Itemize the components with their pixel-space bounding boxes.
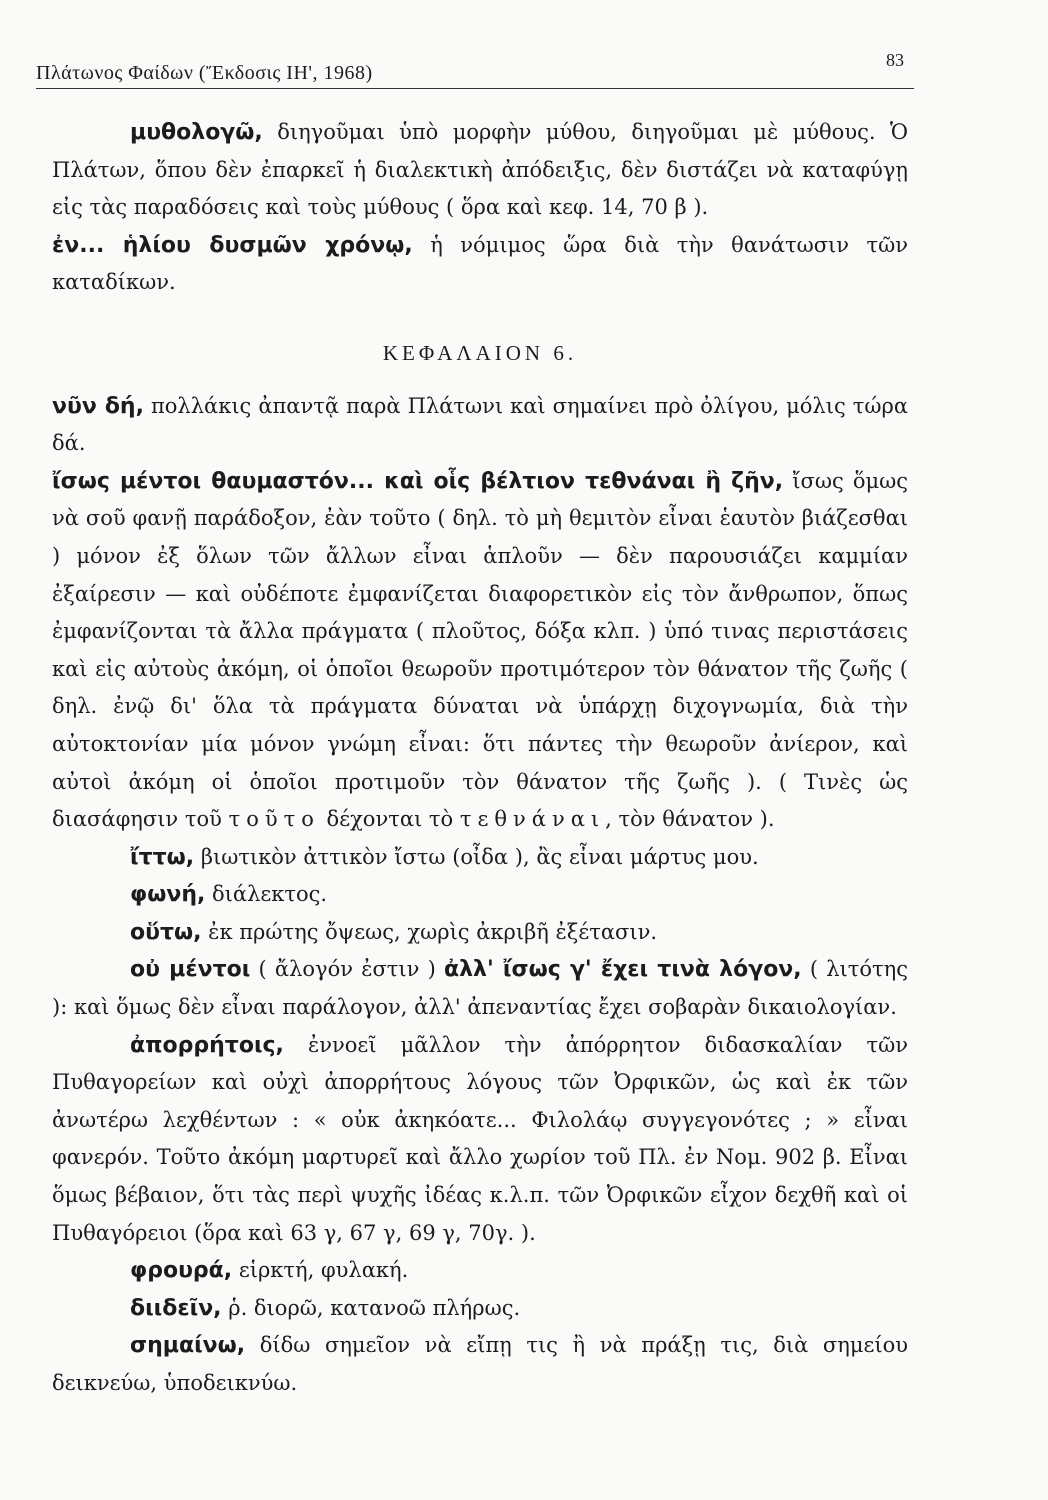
entry-phone bbox=[52, 876, 908, 914]
spaced-word: τεθνάναι bbox=[459, 807, 606, 832]
entry-houto bbox=[52, 914, 908, 952]
entry-aporretois bbox=[52, 1027, 908, 1253]
gloss: διάλεκτος. bbox=[205, 882, 328, 907]
gloss: ἐννοεῖ μᾶλλον τὴν ἀπόρρητον διδασκαλίαν τῶν Πυθαγορείων καὶ οὐχὶ ἀπορρήτους λόγους τῶν Ὀρφικῶν, ὡς καὶ ἐκ τῶν ἀνωτέρω λεχθέντων : « οὐκ ἀκηκόατε... Φιλολάῳ συγγεγονότες ; » εἶναι φανερόν. Τοῦτο ἀκόμη μαρτυρεῖ καὶ ἄλλο χωρίον τοῦ Πλ. ἐν Νομ. 902 β. Εἶναι ὅμως βέβαιον, ὅτι τὰς περὶ ψυχῆς ἰδέας κ.λ.π. τῶν Ὀρφικῶν εἶχον δεχθῆ καὶ οἱ Πυθαγόρειοι (ὅρα καὶ 63 γ, 67 γ, 69 γ, 70γ. ). bbox=[52, 1032, 908, 1245]
entry-phroura bbox=[52, 1252, 908, 1290]
commentary-text bbox=[52, 114, 908, 1403]
lemma: ἀλλ' ἴσως γ' ἔχει τινὰ λόγον, bbox=[444, 957, 802, 983]
entry-isos-mentoi bbox=[52, 463, 908, 839]
page-number: 83 bbox=[886, 50, 904, 70]
gloss: πολλάκις ἀπαντᾷ παρὰ Πλάτωνι καὶ σημαίνει πρὸ ὀλίγου, μόλις τώρα δά. bbox=[52, 393, 908, 456]
gloss: διηγοῦμαι ὑπὸ μορφὴν μύθου, διηγοῦμαι μὲ μύθους. Ὁ Πλάτων, ὅπου δὲν ἐπαρκεῖ ἡ διαλεκτικὴ ἀπόδειξις, δὲν διστάζει νὰ καταφύγῃ εἰς τὰς παραδόσεις καὶ τοὺς μύθους ( ὅρα καὶ κεφ. 14, 70 β ). bbox=[52, 120, 908, 220]
gloss: ἡ νόμιμος ὥρα διὰ τὴν θανάτωσιν τῶν καταδίκων. bbox=[52, 232, 909, 295]
lemma: φρουρά, bbox=[130, 1258, 233, 1284]
entry-nyn-de bbox=[52, 388, 908, 463]
entry-en-heliou bbox=[52, 227, 908, 302]
lemma: μυθολογῶ, bbox=[130, 120, 263, 145]
spaced-word: τοῦτο bbox=[228, 807, 320, 832]
lemma: οὕτω, bbox=[130, 919, 202, 945]
lemma: ἴττω, bbox=[130, 844, 195, 870]
gloss: εἱρκτή, φυλακή. bbox=[232, 1258, 409, 1283]
lemma: ἐν... ἡλίου δυσμῶν χρόνῳ, bbox=[52, 232, 413, 258]
page-header bbox=[36, 50, 914, 89]
lemma: σημαίνω, bbox=[130, 1333, 246, 1359]
entry-semaino bbox=[52, 1327, 908, 1402]
lemma: οὐ μέντοι bbox=[130, 957, 251, 983]
lemma: φωνή, bbox=[130, 882, 206, 908]
lemma: ἀπορρήτοις, bbox=[130, 1032, 284, 1058]
gloss: ἐκ πρώτης ὄψεως, χωρὶς ἀκριβῆ ἐξέτασιν. bbox=[201, 919, 658, 944]
entry-itto bbox=[52, 839, 908, 877]
gloss: δέχονται τὸ bbox=[319, 807, 460, 832]
gloss: ( λιτότης ): καὶ ὅμως δὲν εἶναι παράλογον, ἀλλ' ἀπεναντίας ἔχει σοβαρὰν δικαιολογίαν. bbox=[52, 957, 909, 1020]
gloss: δίδω σημεῖον νὰ εἴπῃ τις ἢ νὰ πράξῃ τις, διὰ σημείου δεικνεύω, ὑποδεικνύω. bbox=[52, 1333, 908, 1395]
gloss: ἴσως ὅμως νὰ σοῦ φανῇ παράδοξον, ἐὰν τοῦτο ( δηλ. τὸ μὴ θεμιτὸν εἶναι ἑαυτὸν βιάζεσθαι ) μόνον ἐξ ὅλων τῶν ἄλλων εἶναι ἁπλοῦν — δὲν παρουσιάζει καμμίαν ἐξαίρεσιν — καὶ οὐδέποτε ἐμφανίζεται διαφορετικὸν εἰς τὸν ἄνθρωπον, ὅπως ἐμφανίζονται τὰ ἄλλα πράγματα ( πλοῦτος, δόξα κλπ. ) ὑπό τινας περιστάσεις καὶ εἰς αὐτοὺς ἀκόμη, οἱ ὁποῖοι θεωροῦν προτιμότερον τὸν θάνατον τῆς ζωῆς ( δηλ. ἐνῷ δι' ὅλα τὰ πράγματα δύναται νὰ ὑπάρχῃ διχογνωμία, διὰ τὴν αὐτοκτονίαν μία μόνον γνώμη εἶναι: ὅτι πάντες τὴν θεωροῦν ἀνίερον, καὶ αὐτοὶ ἀκόμη οἱ ὁποῖοι προτιμοῦν τὸν θάνατον τῆς ζωῆς ). ( Τινὲς ὡς διασάφησιν τοῦ bbox=[52, 468, 909, 832]
lemma: διιδεῖν, bbox=[130, 1295, 222, 1321]
entry-mythologo bbox=[52, 114, 908, 227]
entry-ou-mentoi bbox=[52, 951, 908, 1026]
gloss: βιωτικὸν ἀττικὸν ἴστω (οἶδα ), ἂς εἶναι μάρτυς μου. bbox=[194, 844, 759, 869]
lemma: ἴσως μέντοι θαυμαστόν... καὶ οἷς βέλτιον τεθνάναι ἢ ζῆν, bbox=[52, 468, 784, 494]
entry-diidein bbox=[52, 1290, 908, 1328]
running-head: Πλάτωνος Φαίδων (Ἔκδοσις ΙΗ', 1968) bbox=[36, 62, 373, 84]
gloss: ( ἄλογόν ἐστιν ) bbox=[250, 957, 445, 982]
lemma: νῦν δή, bbox=[52, 393, 144, 419]
gloss: ῥ. διορῶ, κατανοῶ πλήρως. bbox=[221, 1295, 521, 1320]
gloss: , τὸν θάνατον ). bbox=[605, 807, 775, 832]
chapter-heading: ΚΕΦΑΛΑΙΟΝ 6. bbox=[382, 340, 578, 365]
